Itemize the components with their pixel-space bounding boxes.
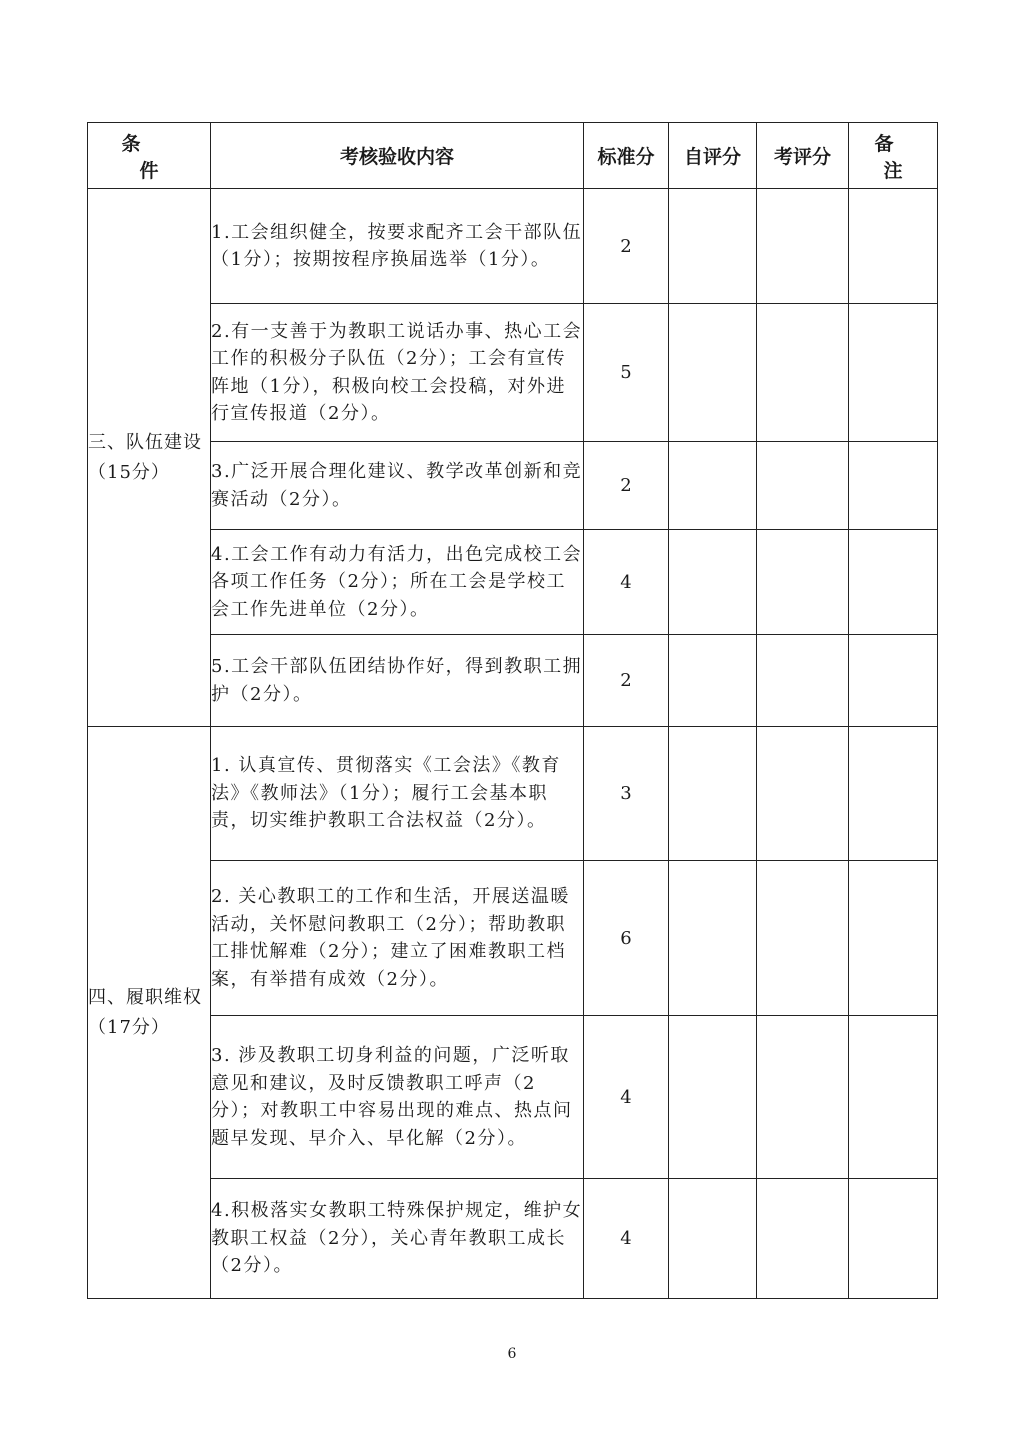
self-score-cell[interactable] <box>669 304 757 442</box>
standard-score: 2 <box>584 442 669 530</box>
assess-score-cell[interactable] <box>757 635 849 727</box>
content-cell: 4.工会工作有动力有活力，出色完成校工会各项工作任务（2分）；所在工会是学校工会工作先进单位（2分）。 <box>211 530 584 635</box>
assess-score-cell[interactable] <box>757 304 849 442</box>
content-cell: 1.工会组织健全，按要求配齐工会干部队伍（1分）；按期按程序换届选举（1分）。 <box>211 189 584 304</box>
note-cell[interactable] <box>849 727 938 861</box>
header-condition: 条 件 <box>88 123 211 189</box>
standard-score: 4 <box>584 1179 669 1299</box>
table-row <box>88 727 938 861</box>
note-cell[interactable] <box>849 635 938 727</box>
note-cell[interactable] <box>849 189 938 304</box>
table-header-row <box>88 123 938 189</box>
self-score-cell[interactable] <box>669 1016 757 1179</box>
assessment-table <box>87 122 938 1299</box>
note-cell[interactable] <box>849 530 938 635</box>
standard-score: 3 <box>584 727 669 861</box>
self-score-cell[interactable] <box>669 1179 757 1299</box>
content-cell: 2.有一支善于为教职工说话办事、热心工会工作的积极分子队伍（2分）；工会有宣传阵地（1分），积极向校工会投稿，对外进行宣传报道（2分）。 <box>211 304 584 442</box>
assess-score-cell[interactable] <box>757 1016 849 1179</box>
content-cell: 1. 认真宣传、贯彻落实《工会法》《教育法》《教师法》（1分）；履行工会基本职责，切实维护教职工合法权益（2分）。 <box>211 727 584 861</box>
standard-score: 2 <box>584 635 669 727</box>
note-cell[interactable] <box>849 1016 938 1179</box>
self-score-cell[interactable] <box>669 442 757 530</box>
table-row <box>88 189 938 304</box>
assess-score-cell[interactable] <box>757 727 849 861</box>
table-row <box>88 530 938 635</box>
category-duty-rights: 四、履职维权（17分） <box>88 727 211 1299</box>
standard-score: 4 <box>584 530 669 635</box>
note-cell[interactable] <box>849 304 938 442</box>
assess-score-cell[interactable] <box>757 861 849 1016</box>
content-cell: 3.广泛开展合理化建议、教学改革创新和竞赛活动（2分）。 <box>211 442 584 530</box>
header-content: 考核验收内容 <box>211 123 584 189</box>
standard-score: 4 <box>584 1016 669 1179</box>
table-row <box>88 861 938 1016</box>
header-note: 备 注 <box>849 123 938 189</box>
self-score-cell[interactable] <box>669 189 757 304</box>
header-self-score: 自评分 <box>669 123 757 189</box>
self-score-cell[interactable] <box>669 530 757 635</box>
page-number: 6 <box>507 1346 517 1362</box>
standard-score: 6 <box>584 861 669 1016</box>
note-cell[interactable] <box>849 1179 938 1299</box>
content-cell: 3. 涉及教职工切身利益的问题，广泛听取意见和建议，及时反馈教职工呼声（2分）；对教职工中容易出现的难点、热点问题早发现、早介入、早化解（2分）。 <box>211 1016 584 1179</box>
assess-score-cell[interactable] <box>757 442 849 530</box>
header-standard-score: 标准分 <box>584 123 669 189</box>
self-score-cell[interactable] <box>669 727 757 861</box>
note-cell[interactable] <box>849 861 938 1016</box>
content-cell: 2. 关心教职工的工作和生活，开展送温暖活动，关怀慰问教职工（2分）；帮助教职工排忧解难（2分）；建立了困难教职工档案，有举措有成效（2分）。 <box>211 861 584 1016</box>
assess-score-cell[interactable] <box>757 1179 849 1299</box>
content-cell: 4.积极落实女教职工特殊保护规定，维护女教职工权益（2分），关心青年教职工成长（2分）。 <box>211 1179 584 1299</box>
header-assess-score: 考评分 <box>757 123 849 189</box>
table-row <box>88 635 938 727</box>
table-row <box>88 1016 938 1179</box>
self-score-cell[interactable] <box>669 635 757 727</box>
category-team-building: 三、队伍建设（15分） <box>88 189 211 727</box>
standard-score: 5 <box>584 304 669 442</box>
assess-score-cell[interactable] <box>757 189 849 304</box>
content-cell: 5.工会干部队伍团结协作好，得到教职工拥护（2分）。 <box>211 635 584 727</box>
standard-score: 2 <box>584 189 669 304</box>
table-row <box>88 442 938 530</box>
note-cell[interactable] <box>849 442 938 530</box>
table-row <box>88 304 938 442</box>
self-score-cell[interactable] <box>669 861 757 1016</box>
table-row <box>88 1179 938 1299</box>
assess-score-cell[interactable] <box>757 530 849 635</box>
